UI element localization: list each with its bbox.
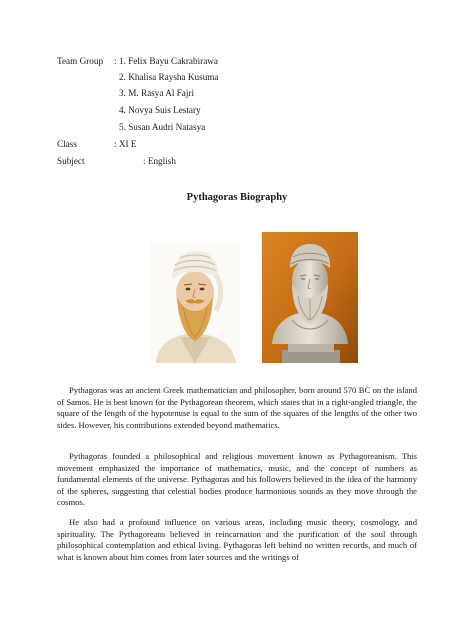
page-title: Pythagoras Biography: [186, 192, 288, 203]
subject-label: Subject: [57, 156, 85, 166]
pythagoras-bust-icon: [262, 232, 358, 363]
team-member-2: 2. Khalisa Raysha Kusuma: [119, 72, 219, 82]
team-member-4: 4. Novya Suis Lestary: [119, 105, 201, 115]
subject-value: : English: [143, 156, 176, 166]
biography-paragraph-2: Pythagoras founded a philosophical and religious movement known as Pythagoreanism. This movement emphasized the importance of mathematics, music, and the concept of numbers as fundamental elements of the universe. Pythagoras and his followers believed in the idea of the harmony of the spheres, suggesting that celestial bodies produce harmonious sounds as they move through the cosmos.: [57, 451, 417, 508]
pythagoras-painting-icon: [150, 241, 240, 363]
team-member-5: 5. Susan Audri Natasya: [119, 122, 206, 132]
team-member-3: 3. M. Rasya Al Fajri: [119, 88, 195, 98]
team-group-separator: :: [114, 56, 117, 66]
biography-paragraph-3: He also had a profound influence on various areas, including music theory, cosmology, and spirituality. The Pythagoreans believed in reincarnation and the purification of the soul through philosophical contemplation and ethical living. Pythagoras left behind no written records, and much of what is known about him comes from later sources and the writings of: [57, 517, 417, 562]
class-label: Class: [57, 139, 77, 149]
team-group-label: Team Group: [57, 56, 104, 66]
team-member-1: 1. Felix Bayu Cakrabirawa: [119, 56, 218, 66]
class-value: : XI E: [114, 139, 137, 149]
biography-paragraph-1: Pythagoras was an ancient Greek mathematician and philosopher, born around 570 BC on the island of Samos. He is best known for the Pythagorean theorem, which states that in a right-angled triangle, the square of the length of the hypotenuse is equal to the sum of the squares of the lengths of the other two sides. However, his contributions extended beyond mathematics.: [57, 385, 417, 430]
